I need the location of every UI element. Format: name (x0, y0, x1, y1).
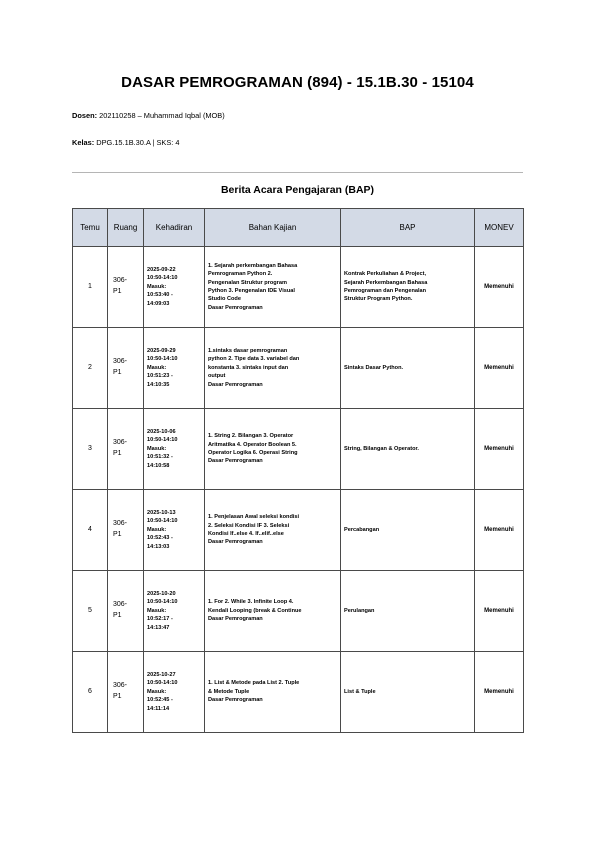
cell-bahan-kajian (205, 409, 341, 490)
kehadiran-line: Masuk: (147, 607, 167, 614)
ruang-line: 306- (113, 439, 128, 447)
bahan-line: Python 3. Pengenalan IDE Visual (208, 288, 295, 294)
section-title: Berita Acara Pengajaran (BAP) (220, 184, 375, 196)
table-row (73, 571, 524, 652)
bahan-line: Dasar Pemrograman (208, 304, 263, 311)
bahan-line: output (208, 373, 226, 380)
bap-line: Pemrograman dan Pengenalan (344, 288, 427, 294)
header-bahan-kajian: Bahan Kajian (205, 209, 341, 247)
cell-monev: Memenuhi (475, 247, 524, 328)
ruang-line: 306- (113, 601, 128, 609)
kehadiran-line: 10:52:17 - (147, 616, 173, 623)
cell-bahan-kajian (205, 247, 341, 328)
bahan-line: Studio Code (208, 296, 241, 303)
kelas-line (72, 138, 180, 147)
kehadiran-line: 10:51:23 - (147, 373, 173, 380)
kehadiran-line: 14:10:35 (147, 381, 170, 388)
cell-monev: Memenuhi (475, 328, 524, 409)
cell-bap (341, 328, 475, 409)
ruang-line: P1 (113, 450, 122, 457)
cell-temu: 3 (73, 409, 108, 490)
bahan-line: Dasar Pemrograman (208, 381, 263, 388)
cell-bahan-kajian (205, 571, 341, 652)
bahan-line: 1. String 2. Bilangan 3. Operator (208, 433, 294, 440)
header-monev: MONEV (475, 209, 524, 247)
bahan-line: 1. List & Metode pada List 2. Tuple (208, 680, 300, 687)
bahan-line: Dasar Pemrograman (208, 539, 263, 546)
bahan-line: Pengenalan Struktur program (208, 279, 287, 286)
dosen-value: 202110258 – Muhammad Iqbal (MOB) (99, 111, 225, 120)
table-row (73, 247, 524, 328)
kehadiran-line: 10:50-14:10 (147, 599, 178, 606)
ruang-line: P1 (113, 693, 122, 700)
dosen-label: Dosen: (72, 111, 98, 120)
cell-temu: 4 (73, 490, 108, 571)
kehadiran-line: Masuk: (147, 526, 167, 533)
bahan-line: Kendali Looping (break & Continue (208, 607, 302, 614)
bahan-line: 1.sintaks dasar pemrograman (208, 348, 288, 355)
kehadiran-line: 2025-09-29 (147, 348, 176, 355)
kehadiran-line: 2025-10-27 (147, 672, 176, 679)
bahan-line: Dasar Pemrograman (208, 616, 263, 623)
bahan-line: 1. Sejarah perkembangan Bahasa (208, 262, 298, 269)
bahan-line: 1. Penjelasan Awal seleksi kondisi (208, 514, 300, 521)
ruang-line: P1 (113, 288, 122, 295)
cell-kehadiran (144, 247, 205, 328)
header-bap: BAP (341, 209, 475, 247)
cell-ruang (108, 652, 144, 733)
kehadiran-line: 2025-10-13 (147, 510, 176, 517)
header-ruang: Ruang (108, 209, 144, 247)
cell-ruang (108, 247, 144, 328)
ruang-line: 306- (113, 520, 128, 528)
kehadiran-line: 2025-10-06 (147, 429, 176, 436)
kehadiran-line: 10:53:40 - (147, 292, 173, 299)
kehadiran-line: 10:52:45 - (147, 697, 173, 704)
header-temu: Temu (73, 209, 108, 247)
bahan-line: 1. For 2. While 3. Infinite Loop 4. (208, 599, 294, 606)
cell-bahan-kajian (205, 328, 341, 409)
cell-kehadiran (144, 490, 205, 571)
document-title: DASAR PEMROGRAMAN (894) - 15.1B.30 - 15104 (121, 74, 474, 91)
kehadiran-line: 10:50-14:10 (147, 437, 178, 444)
divider (72, 172, 523, 173)
cell-temu: 2 (73, 328, 108, 409)
bahan-line: python 2. Tipe data 3. variabel dan (208, 356, 300, 363)
bahan-line: Pemrograman Python 2. (208, 271, 273, 278)
bap-table (72, 208, 524, 733)
cell-ruang (108, 409, 144, 490)
cell-monev: Memenuhi (475, 652, 524, 733)
kehadiran-line: 14:13:47 (147, 624, 170, 631)
bahan-line: & Metode Tuple (208, 688, 250, 695)
cell-monev: Memenuhi (475, 571, 524, 652)
table-row (73, 490, 524, 571)
kehadiran-line: 10:52:43 - (147, 535, 173, 542)
bap-line: Perulangan (344, 607, 375, 614)
ruang-line: 306- (113, 277, 128, 285)
cell-bap (341, 247, 475, 328)
ruang-line: P1 (113, 369, 122, 376)
bap-line: Sejarah Perkembangan Bahasa (344, 279, 428, 286)
kehadiran-line: 2025-09-22 (147, 267, 176, 274)
cell-temu: 5 (73, 571, 108, 652)
cell-bap (341, 409, 475, 490)
cell-bahan-kajian (205, 490, 341, 571)
ruang-line: 306- (113, 682, 128, 690)
bahan-line: Aritmatika 4. Operator Boolean 5. (208, 441, 297, 448)
cell-bap (341, 571, 475, 652)
bap-line: Sintaks Dasar Python. (344, 364, 404, 371)
kehadiran-line: 2025-10-20 (147, 591, 176, 598)
kehadiran-line: 10:50-14:10 (147, 518, 178, 525)
bap-line: Kontrak Perkuliahan & Project, (344, 271, 427, 278)
kehadiran-line: 14:13:03 (147, 543, 170, 550)
ruang-line: P1 (113, 531, 122, 538)
bap-line: List & Tuple (344, 688, 376, 695)
kehadiran-line: Masuk: (147, 364, 167, 371)
kehadiran-line: 14:11:14 (147, 705, 170, 712)
kehadiran-line: 14:09:03 (147, 300, 170, 307)
table-body (73, 247, 524, 733)
kehadiran-line: Masuk: (147, 445, 167, 452)
bahan-line: konstanta 3. sintaks input dan (208, 364, 289, 371)
bahan-line: 2. Seleksi Kondisi IF 3. Seleksi (208, 522, 290, 529)
kehadiran-line: 14:10:58 (147, 462, 170, 469)
cell-bap (341, 490, 475, 571)
kehadiran-line: Masuk: (147, 688, 167, 695)
bahan-line: Dasar Pemrograman (208, 458, 263, 465)
cell-bap (341, 652, 475, 733)
table-header-row (73, 209, 524, 247)
header-kehadiran: Kehadiran (144, 209, 205, 247)
cell-kehadiran (144, 328, 205, 409)
cell-temu: 6 (73, 652, 108, 733)
table-row (73, 652, 524, 733)
cell-ruang (108, 328, 144, 409)
bahan-line: Kondisi If..else 4. If..elif..else (208, 531, 284, 537)
cell-bahan-kajian (205, 652, 341, 733)
kehadiran-line: Masuk: (147, 283, 167, 290)
cell-kehadiran (144, 571, 205, 652)
table-row (73, 409, 524, 490)
cell-ruang (108, 571, 144, 652)
ruang-line: 306- (113, 358, 128, 366)
bap-line: Struktur Program Python. (344, 296, 413, 303)
cell-monev: Memenuhi (475, 409, 524, 490)
kelas-value: DPG.15.1B.30.A | SKS: 4 (96, 138, 180, 147)
kehadiran-line: 10:50-14:10 (147, 275, 178, 282)
cell-kehadiran (144, 652, 205, 733)
cell-ruang (108, 490, 144, 571)
bap-line: String, Bilangan & Operator. (344, 445, 419, 452)
kelas-label: Kelas: (72, 138, 95, 147)
cell-monev: Memenuhi (475, 490, 524, 571)
cell-kehadiran (144, 409, 205, 490)
cell-temu: 1 (73, 247, 108, 328)
kehadiran-line: 10:50-14:10 (147, 680, 178, 687)
kehadiran-line: 10:50-14:10 (147, 356, 178, 363)
bahan-line: Dasar Pemrograman (208, 697, 263, 704)
bahan-line: Operator Logika 6. Operasi String (208, 450, 298, 456)
bap-line: Percabangan (344, 526, 380, 533)
kehadiran-line: 10:51:32 - (147, 454, 173, 461)
dosen-line (72, 111, 225, 120)
table-row (73, 328, 524, 409)
ruang-line: P1 (113, 612, 122, 619)
